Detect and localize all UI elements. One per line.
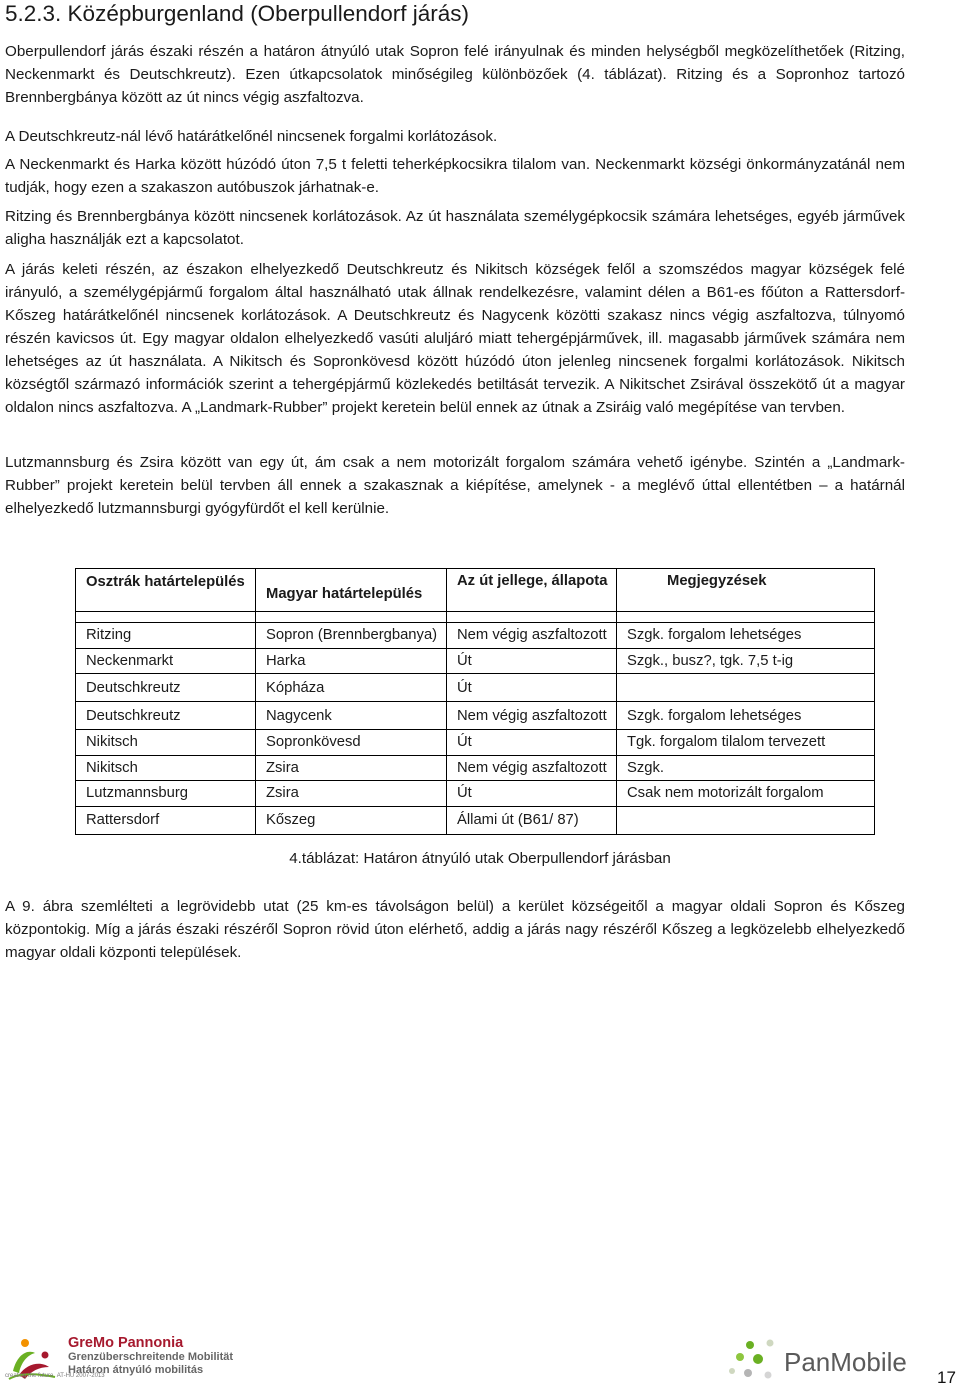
cell-hungarian: Sopron (Brennbergbanya) xyxy=(256,623,447,649)
table-caption: 4.táblázat: Határon átnyúló utak Oberpullendorf járásban xyxy=(289,850,671,867)
cell-hungarian: Zsira xyxy=(256,781,447,807)
cell-condition: Nem végig aszfaltozott xyxy=(447,623,617,649)
table-row xyxy=(76,755,875,781)
table-row xyxy=(76,674,875,702)
cell-austrian: Rattersdorf xyxy=(76,806,256,834)
cell-austrian: Neckenmarkt xyxy=(76,648,256,674)
cell-notes: Csak nem motorizált forgalom xyxy=(617,781,875,807)
cell-hungarian: Sopronkövesd xyxy=(256,730,447,756)
cell-notes: Szgk., busz?, tgk. 7,5 t-ig xyxy=(617,648,875,674)
cell-condition: Állami út (B61/ 87) xyxy=(447,806,617,834)
cell-hungarian: Kópháza xyxy=(256,674,447,702)
paragraph-east: A járás keleti részén, az északon elhelyezkedő Deutschkreutz és Nikitsch községek felől a szomszédos magyar községek felé irányuló, a személygépjármű forgalom által használható utak állnak rendelkezésre, valamint délen a B61-es főúton a Rattersdorf-Kőszeg határátkelőnél nincsenek korlátozások. A Deutschkreutz és Nagycenk közötti szakasz nincs végig aszfaltozva, túlnyomó részén kavicsos út. Egy magyar oldalon elhelyezkedő vasúti aluljáró miatt tehergépjárművek, ill. magasabb járművek számára nem lehetséges az út használata. A Nikitsch és Sopronkövesd között húzódó úton jelenleg nincsenek forgalmi korlátozások. Nikitsch községtől származó információk szerint a tehergépjármű közlekedés betiltását tervezik. A Nikitschet Zsirával összekötő út a magyar oldalon nincs aszfaltozva. A „Landmark-Rubber” projekt keretein belül ennek az útnak a Zsiráig való megépítése van tervben. xyxy=(5,261,905,416)
cell-austrian: Deutschkreutz xyxy=(76,674,256,702)
cell-hungarian: Kőszeg xyxy=(256,806,447,834)
gremo-title: GreMo Pannonia xyxy=(68,1335,184,1351)
gremo-line1: Grenzüberschreitende Mobilität xyxy=(68,1350,234,1363)
cell-notes: Szgk. forgalom lehetséges xyxy=(617,702,875,730)
cell-hungarian: Nagycenk xyxy=(256,702,447,730)
cell-austrian: Lutzmannsburg xyxy=(76,781,256,807)
cell-hungarian: Zsira xyxy=(256,755,447,781)
paragraph-intro: Oberpullendorf járás északi részén a határon átnyúló utak Sopron felé irányulnak és minden helységből megközelíthetőek (Ritzing, Neckenmarkt és Deutschkreutz). Ezen útkapcsolatok minőségileg különbözőek (4. táblázat). Ritzing és a Sopronhoz tartozó Brennbergbánya között az út nincs végig aszfaltozva. xyxy=(5,43,905,106)
table-spacer-row xyxy=(76,612,875,623)
panmobile-logo-text: PanMobile xyxy=(784,1347,907,1377)
cell-condition: Út xyxy=(447,781,617,807)
gremo-line2: Határon átnyúló mobilitás xyxy=(68,1364,204,1376)
cell-austrian: Deutschkreutz xyxy=(76,702,256,730)
table-row xyxy=(76,781,875,807)
paragraph-neckenmarkt: A Neckenmarkt és Harka között húzódó úton 7,5 t feletti teherképkocsikra tilalom van. Neckenmarkt községi önkormányzatánál nem tudják, hogy ezen a szakaszon autóbuszok járhatnak-e. xyxy=(5,156,905,196)
cell-condition: Nem végig aszfaltozott xyxy=(447,702,617,730)
page-number: 17 xyxy=(937,1368,956,1387)
table-row xyxy=(76,702,875,730)
gremo-tagline: creating the future AT-HU 2007-2013 xyxy=(5,1373,105,1379)
table-row xyxy=(76,730,875,756)
cell-notes xyxy=(617,806,875,834)
cell-notes: Szgk. xyxy=(617,755,875,781)
cell-condition: Út xyxy=(447,674,617,702)
cell-condition: Nem végig aszfaltozott xyxy=(447,755,617,781)
section-heading: 5.2.3. Középburgenland (Oberpullendorf járás) xyxy=(5,1,470,26)
border-roads-table xyxy=(75,568,875,835)
cell-notes: Tgk. forgalom tilalom tervezett xyxy=(617,730,875,756)
paragraph-ritzing: Ritzing és Brennbergbánya között nincsenek korlátozások. Az út használata személygépkocsik számára lehetséges, egyéb járművek aligha használják ezt a kapcsolatot. xyxy=(5,208,905,248)
gremo-logo-text xyxy=(68,1337,233,1378)
table-header-row xyxy=(76,569,875,612)
table-row xyxy=(76,806,875,834)
cell-austrian: Ritzing xyxy=(76,623,256,649)
header-notes: Megjegyzések xyxy=(617,569,875,612)
cell-notes: Szgk. forgalom lehetséges xyxy=(617,623,875,649)
paragraph-lutzmannsburg: Lutzmannsburg és Zsira között van egy út, ám csak a nem motorizált forgalom számára vehető igénybe. Szintén a „Landmark-Rubber” projekt keretein belül tervben áll ennek a szakasznak a kiépítése, amelynek - a meglévő úttal ellentétben – a határnál elhelyezkedő lutzmannsburgi gyógyfürdőt el kell kerülnie. xyxy=(5,454,905,517)
cell-hungarian: Harka xyxy=(256,648,447,674)
cell-notes xyxy=(617,674,875,702)
cell-condition: Út xyxy=(447,648,617,674)
header-road-condition: Az út jellege, állapota xyxy=(447,569,617,612)
paragraph-figure9: A 9. ábra szemlélteti a legrövidebb utat (25 km-es távolságon belül) a kerület községeitől a magyar oldali Sopron és Kőszeg központokig. Míg a járás északi részéről Sopron rövid úton elérhető, addig a járás nagy részéről Kőszeg a legközelebb elhelyezkedő magyar oldali központi települések. xyxy=(5,898,905,961)
table-row xyxy=(76,623,875,649)
cell-austrian: Nikitsch xyxy=(76,730,256,756)
header-austrian-settlement: Osztrák határtelepülés xyxy=(76,569,256,612)
cell-austrian: Nikitsch xyxy=(76,755,256,781)
paragraph-deutschkreutz: A Deutschkreutz-nál lévő határátkelőnél nincsenek forgalmi korlátozások. xyxy=(5,128,498,145)
table-row xyxy=(76,648,875,674)
cell-condition: Út xyxy=(447,730,617,756)
header-hungarian-settlement: Magyar határtelepülés xyxy=(256,569,447,612)
